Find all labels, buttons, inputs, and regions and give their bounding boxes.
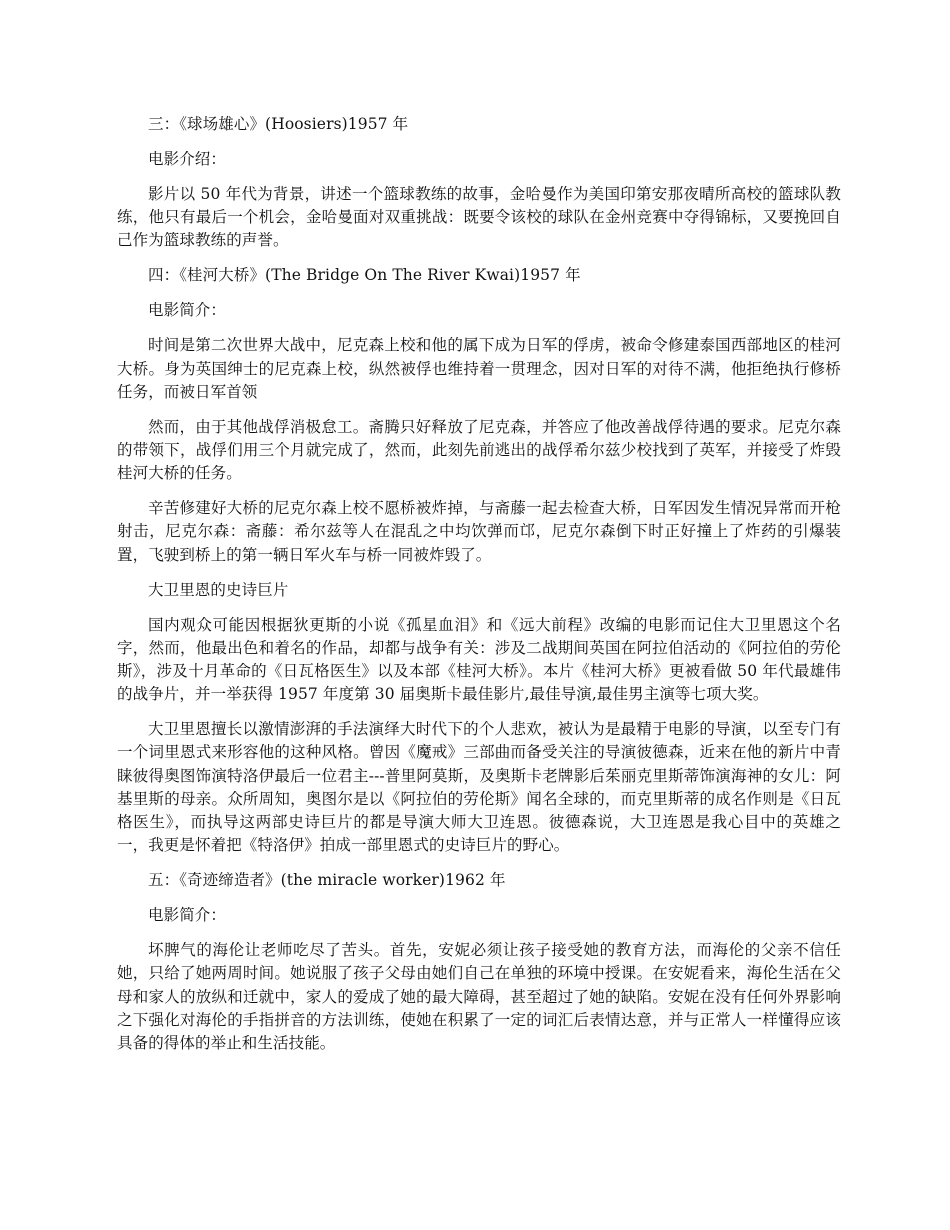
- body-paragraph: 然而，由于其他战俘消极怠工。斋腾只好释放了尼克森，并答应了他改善战俘待遇的要求。尼克尔森的带领下，战俘们用三个月就完成了，然而，此刻先前逃出的战俘希尔兹少校找到了英军，并接受了炸毁桂河大桥的任务。: [117, 417, 841, 483]
- body-paragraph: 辛苦修建好大桥的尼克尔森上校不愿桥被炸掉，与斋藤一起去检查大桥，日军因发生情况异常而开枪射击，尼克尔森：斋藤：希尔兹等人在混乱之中均饮弹而邙，尼克尔森倒下时正好撞上了炸药的引爆装置，飞驶到桥上的第一辆日军火车与桥一同被炸毁了。: [117, 499, 841, 564]
- intro-label: 电影简介：: [148, 906, 227, 925]
- body-paragraph: 时间是第二次世界大战中，尼克森上校和他的属下成为日军的俘虏，被命令修建泰国西部地区的桂河大桥。身为英国绅士的尼克森上校，纵然被俘也维持着一贯理念，因对日军的对待不满，他拒绝执行修桥任务，而被日军首领: [117, 336, 841, 401]
- body-paragraph: 影片以 50 年代为背景，讲述一个篮球教练的故事，金哈曼作为美国印第安那夜晴所高校的篮球队教练，他只有最后一个机会，金哈曼面对双重挑战：既要令该校的球队在金州竞赛中夺得锦标，又要挽回自己作为篮球教练的声誉。: [117, 185, 841, 250]
- section-heading-river-kwai: 四：《桂河大桥》(The Bridge On The River Kwai)1957 年: [148, 266, 581, 285]
- document-page: [117, 113, 841, 1067]
- intro-label: 电影简介：: [148, 301, 227, 320]
- body-paragraph: 国内观众可能因根据狄更斯的小说《孤星血泪》和《远大前程》改编的电影而记住大卫里恩这个名字，然而，他最出色和着名的作品，却都与战争有关：涉及二战期间英国在阿拉伯活动的《阿拉伯的劳伦斯》，涉及十月革命的《日瓦格医生》以及本部《桂河大桥》。本片《桂河大桥》更被看做 50 年代最雄伟的战争片，并一举获得 1957 年度第 30 届奥斯卡最佳影片,最佳导演,最佳男主演等七项大奖。: [117, 615, 841, 704]
- body-paragraph: 大卫里恩擅长以激情澎湃的手法演绎大时代下的个人悲欢，被认为是最精于电影的导演，以至专门有一个词里恩式来形容他的这种风格。曾因《魔戒》三部曲而备受关注的导演彼德森，近来在他的新片中青睐彼得奥图饰演特洛伊最后一位君主---普里阿莫斯，及奥斯卡老牌影后茱丽克里斯蒂饰演海神的女儿：阿基里斯的母亲。众所周知，奥图尔是以《阿拉伯的劳伦斯》闻名全球的，而克里斯蒂的成名作则是《日瓦格医生》，而执导这两部史诗巨片的都是导演大师大卫连恩。彼德森说，大卫连恩是我心目中的英雄之一，我更是怀着把《特洛伊》拍成一部里恩式的史诗巨片的野心。: [117, 720, 841, 855]
- section-heading-miracle-worker: 五：《奇迹缔造者》(the miracle worker)1962 年: [148, 871, 506, 890]
- body-paragraph: 坏脾气的海伦让老师吃尽了苦头。首先，安妮必须让孩子接受她的教育方法，而海伦的父亲不信任她，只给了她两周时间。她说服了孩子父母由她们自己在单独的环境中授课。在安妮看来，海伦生活在父母和家人的放纵和迁就中，家人的爱成了她的最大障碍，甚至超过了她的缺陷。安妮在没有任何外界影响之下强化对海伦的手指拼音的方法训练，使她在积累了一定的词汇后表情达意，并与正常人一样懂得应该具备的得体的举止和生活技能。: [117, 941, 841, 1053]
- subsection-heading: 大卫里恩的史诗巨片: [148, 580, 289, 599]
- section-heading-hoosiers: 三：《球场雄心》(Hoosiers)1957 年: [148, 115, 409, 133]
- intro-label: 电影介绍：: [148, 150, 227, 168]
